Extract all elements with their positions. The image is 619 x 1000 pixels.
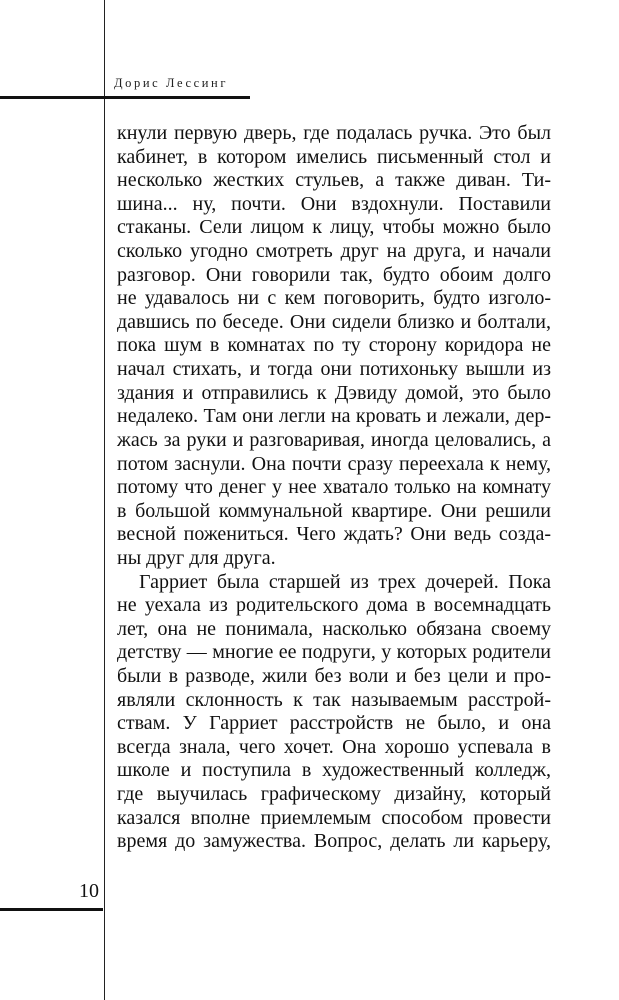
- text-line: жась за руки и разговаривая, иногда целовались, а: [117, 428, 551, 451]
- text-line: казался вполне приемлемым способом провести: [117, 806, 551, 829]
- text-line: где выучилась графическому дизайну, который: [117, 783, 551, 806]
- text-line: были в разводе, жили без воли и без цели и про-: [117, 665, 551, 688]
- text-line: время до замужества. Вопрос, делать ли карьеру,: [117, 830, 551, 853]
- footer-rule: [0, 908, 103, 911]
- text-line: потому что денег у нее хватало только на комнату: [117, 476, 551, 499]
- text-line: лет, она не понимала, насколько обязана своему: [117, 617, 551, 640]
- text-line: потом заснули. Она почти сразу переехала к нему,: [117, 452, 551, 475]
- text-line: начал стихать, и тогда они потихоньку вышли из: [117, 358, 551, 381]
- body-text: [117, 122, 551, 854]
- text-line: школе и поступила в художественный колледж,: [117, 759, 551, 782]
- text-line: несколько жестких стульев, а также диван. Ти-: [117, 169, 551, 192]
- text-line: в большой коммунальной квартире. Они решили: [117, 499, 551, 522]
- text-line: не удавалось ни с кем поговорить, будто изголо-: [117, 287, 551, 310]
- text-line: детству — многие ее подруги, у которых родители: [117, 641, 551, 664]
- text-line: недалеко. Там они легли на кровать и лежали, дер-: [117, 405, 551, 428]
- text-line: кнули первую дверь, где подалась ручка. Это был: [117, 122, 551, 144]
- text-line: разговор. Они говорили так, будто обоим долго: [117, 263, 551, 286]
- header-rule: [0, 96, 250, 99]
- paragraph-last-line: ны друг для друга.: [117, 546, 276, 569]
- text-line: кабинет, в котором имелись письменный стол и: [117, 145, 551, 168]
- paragraph-first-line: Гарриет была старшей из трех дочерей. Пока: [139, 570, 551, 593]
- text-line: пока шум в комнатах по ту сторону коридора не: [117, 334, 551, 357]
- text-line: здания и отправились к Дэвиду домой, это было: [117, 381, 551, 404]
- margin-vertical-rule: [104, 0, 105, 1000]
- text-line: не уехала из родительского дома в восемнадцать: [117, 594, 551, 617]
- text-line: всегда знала, чего хочет. Она хорошо успевала в: [117, 735, 551, 758]
- running-header: Дорис Лессинг: [114, 76, 229, 90]
- text-line: давшись по беседе. Они сидели близко и болтали,: [117, 310, 551, 333]
- text-line: весной пожениться. Чего ждать? Они ведь созда-: [117, 523, 551, 546]
- text-line: сколько угодно смотреть друг на друга, и начали: [117, 240, 551, 263]
- text-line: являли склонность к так называемым расстрой-: [117, 688, 551, 711]
- page-number: 10: [79, 880, 99, 902]
- text-line: ствам. У Гарриет расстройств не было, и она: [117, 712, 551, 735]
- text-line: стаканы. Сели лицом к лицу, чтобы можно было: [117, 216, 551, 239]
- text-line: шина... ну, почти. Они вздохнули. Поставили: [117, 192, 551, 215]
